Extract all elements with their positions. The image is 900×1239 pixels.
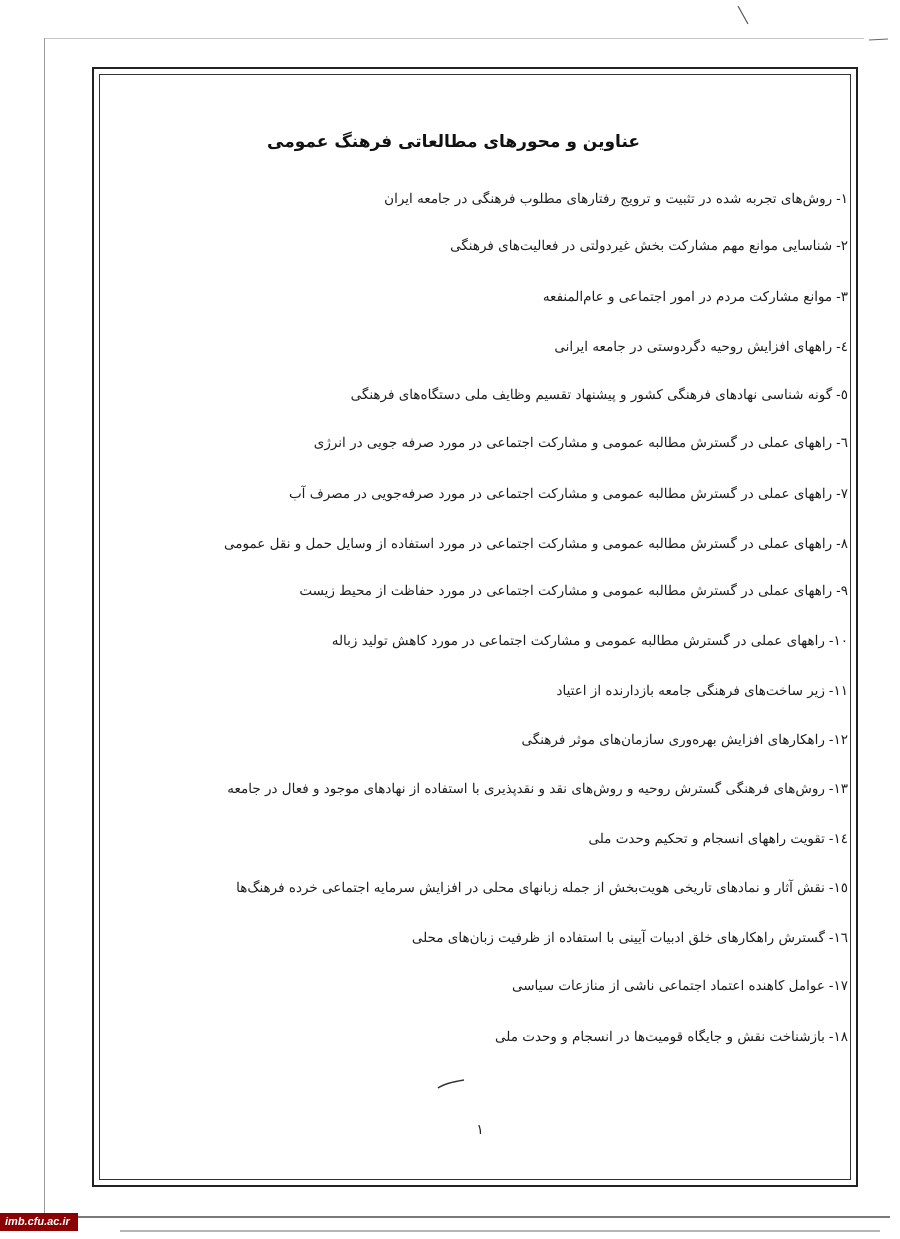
topic-item-8	[110, 529, 848, 559]
item-number: ۱۰-	[828, 633, 848, 649]
item-text: بازشناخت نقش و جایگاه قومیت‌ها در انسجام و وحدت ملی	[495, 1029, 825, 1045]
topic-item-9	[110, 576, 848, 606]
item-number: ۲-	[836, 238, 848, 254]
item-number: ۱-	[836, 191, 848, 207]
item-text: روش‌های فرهنگی گسترش روحیه و روش‌های نقد و نقدپذیری با استفاده از نهادهای موجود و فعال در جامعه	[227, 781, 825, 797]
topic-item-12	[110, 725, 848, 755]
item-text: نقش آثار و نمادهای تاریخی هویت‌بخش از جمله زبانهای محلی در افزایش سرمایه اجتماعی خرده فرهنگ‌ها	[236, 880, 825, 896]
topic-item-18	[110, 1022, 848, 1052]
topic-item-2	[110, 231, 848, 261]
topic-item-5	[110, 380, 848, 410]
item-text: راههای عملی در گسترش مطالبه عمومی و مشارکت اجتماعی در مورد حفاظت از محیط زیست	[299, 583, 833, 599]
scan-edge-bottom	[40, 1216, 890, 1218]
item-text: راههای عملی در گسترش مطالبه عمومی و مشارکت اجتماعی در مورد استفاده از وسایل حمل و نقل عمومی	[224, 536, 833, 552]
item-number: ۱۸-	[828, 1029, 848, 1045]
item-number: ۱٥-	[828, 880, 848, 896]
page-number: ۱	[476, 1122, 484, 1138]
scan-edge-bottom-secondary	[120, 1230, 880, 1232]
item-text: راههای افزایش روحیه دگردوستی در جامعه ایرانی	[554, 339, 833, 355]
item-text: عوامل کاهنده اعتماد اجتماعی ناشی از منازعات سیاسی	[511, 978, 825, 994]
item-text: زیر ساخت‌های فرهنگی جامعه بازدارنده از اعتیاد	[556, 683, 825, 699]
item-number: ١٤-	[828, 831, 848, 847]
topic-item-1	[110, 184, 848, 214]
topic-item-7	[110, 479, 848, 509]
topic-item-17	[110, 971, 848, 1001]
item-number: ۱۳-	[828, 781, 848, 797]
item-number: ۹-	[836, 583, 848, 599]
topic-item-4	[110, 332, 848, 362]
item-text: تقویت راههای انسجام و تحکیم وحدت ملی	[588, 831, 825, 847]
topic-item-3	[110, 282, 848, 312]
item-number: ٤-	[836, 339, 848, 355]
item-number: ۷-	[836, 486, 848, 502]
item-text: راههای عملی در گسترش مطالبه عمومی و مشارکت اجتماعی در مورد صرفه‌جویی در مصرف آب	[288, 486, 833, 502]
item-number: ٥-	[836, 387, 848, 403]
scan-pen-tick	[736, 4, 750, 26]
topic-item-10	[110, 626, 848, 656]
item-text: گسترش راهکارهای خلق ادبیات آیینی با استفاده از ظرفیت زبان‌های محلی	[411, 930, 825, 946]
item-text: گونه شناسی نهادهای فرهنگی کشور و پیشنهاد تقسیم وظایف ملی دستگاه‌های فرهنگی	[350, 387, 833, 403]
document-title: عناوین و محورهای مطالعاتی فرهنگ عمومی	[267, 132, 640, 152]
item-number: ٦-	[836, 435, 848, 451]
item-number: ۱٦-	[828, 930, 848, 946]
item-text: روش‌های تجربه شده در تثبیت و ترویج رفتارهای مطلوب فرهنگی در جامعه ایران	[384, 191, 833, 207]
item-text: راههای عملی در گسترش مطالبه عمومی و مشارکت اجتماعی در مورد کاهش تولید زباله	[331, 633, 825, 649]
topic-item-15	[110, 873, 848, 903]
item-text: شناسایی موانع مهم مشارکت بخش غیردولتی در فعالیت‌های فرهنگی	[450, 238, 833, 254]
site-watermark-link[interactable]: imb.cfu.ac.ir	[0, 1213, 78, 1231]
handwritten-pen-mark	[436, 1078, 466, 1090]
scan-edge-top	[44, 38, 864, 39]
topic-item-11	[110, 676, 848, 706]
topic-item-13	[110, 774, 848, 804]
scan-edge-left	[44, 38, 45, 1218]
item-number: ۱۱-	[828, 683, 848, 699]
item-text: راهکارهای افزایش بهره‌وری سازمان‌های موثر فرهنگی	[521, 732, 825, 748]
item-number: ۳-	[836, 289, 848, 305]
topic-item-6	[110, 428, 848, 458]
item-number: ۸-	[836, 536, 848, 552]
topic-item-16	[110, 923, 848, 953]
scan-corner-mark	[868, 36, 890, 44]
item-number: ۱۲-	[828, 732, 848, 748]
item-text: راههای عملی در گسترش مطالبه عمومی و مشارکت اجتماعی در مورد صرفه جویی در انرژی	[313, 435, 833, 451]
item-number: ۱۷-	[828, 978, 848, 994]
topic-item-14	[110, 824, 848, 854]
item-text: موانع مشارکت مردم در امور اجتماعی و عام‌المنفعه	[542, 289, 833, 305]
